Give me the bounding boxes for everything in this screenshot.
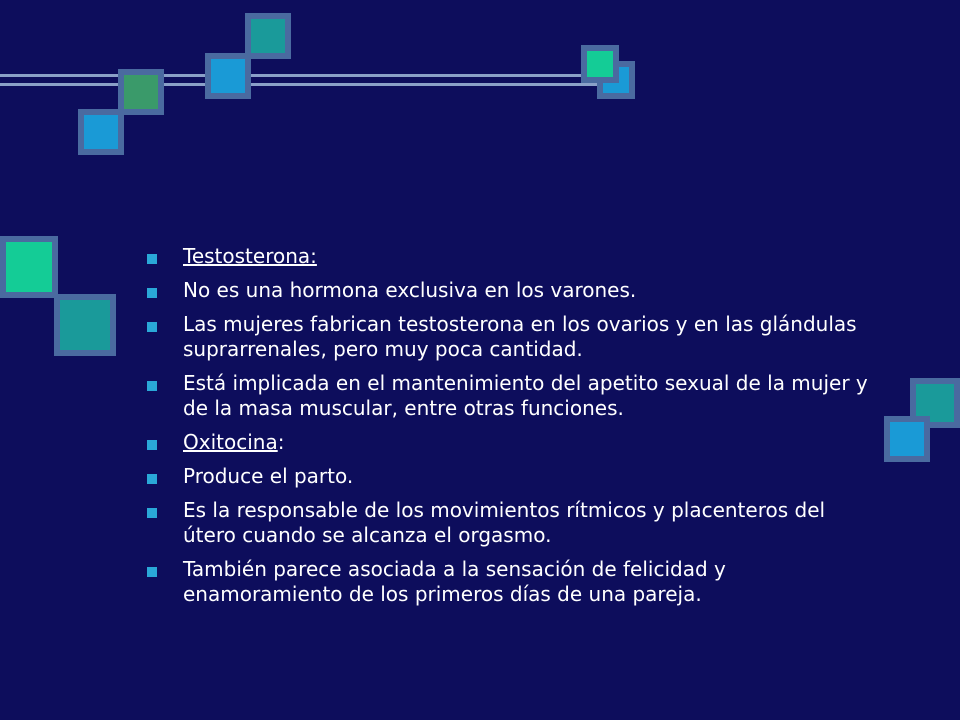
header-line-bottom [0, 83, 610, 86]
bullet-item [145, 244, 870, 269]
decor-square-blue-left [78, 109, 124, 155]
decor-square-blue-right [884, 416, 930, 462]
bullet-item: Es la responsable de los movimientos rítmicos y placenteros del útero cuando se alcanza el orgasmo. [145, 498, 870, 548]
bullet-item: También parece asociada a la sensación de felicidad y enamoramiento de los primeros días de una pareja. [145, 557, 870, 607]
bullet-list [145, 244, 870, 607]
bullet-item: No es una hormona exclusiva en los varones. [145, 278, 870, 303]
bullet-item: Las mujeres fabrican testosterona en los ovarios y en las glándulas suprarrenales, pero muy poca cantidad. [145, 312, 870, 362]
decor-square-mint-left [0, 236, 58, 298]
decor-square-teal-left [54, 294, 116, 356]
decor-square-blue-top [205, 53, 251, 99]
bullet-item: Oxitocina: [145, 430, 870, 455]
header-line-top [0, 74, 610, 77]
bullet-item: Está implicada en el mantenimiento del apetito sexual de la mujer y de la masa muscular, entre otras funciones. [145, 371, 870, 421]
bullet-item: Produce el parto. [145, 464, 870, 489]
bullet-heading-testosterona: Testosterona: [183, 244, 317, 268]
bullet-heading-oxitocina: Oxitocina [183, 430, 278, 454]
decor-square-green-top [118, 69, 164, 115]
bullet-content [145, 244, 870, 616]
decor-square-teal-top [245, 13, 291, 59]
decor-square-mint-right [581, 45, 619, 83]
